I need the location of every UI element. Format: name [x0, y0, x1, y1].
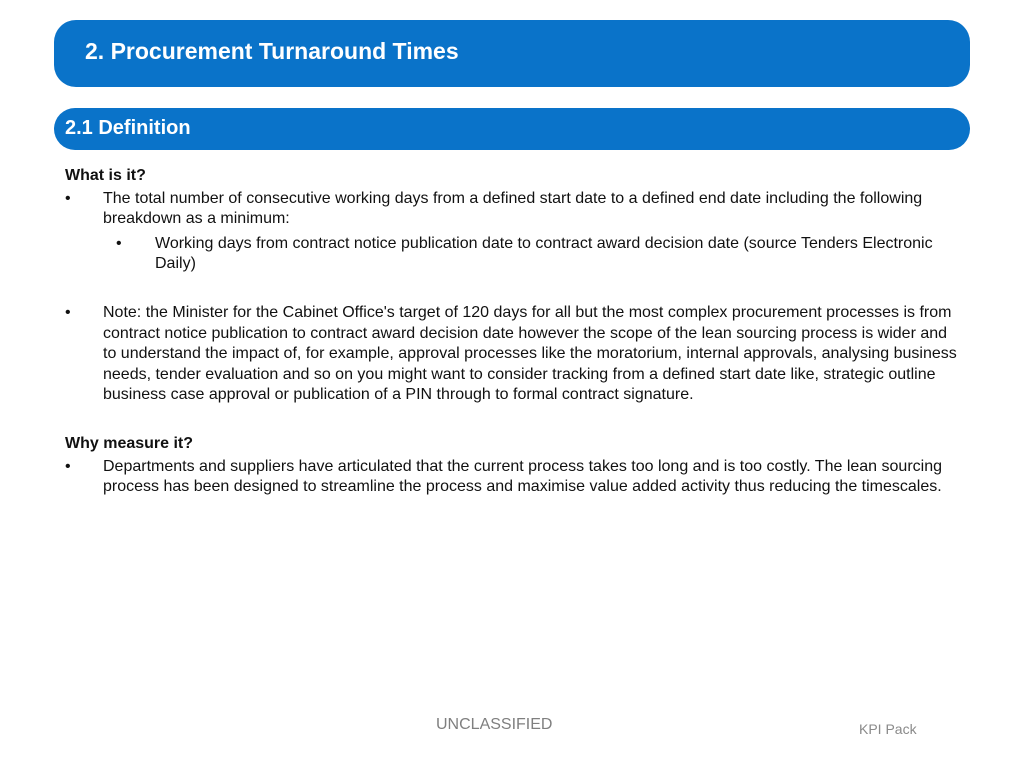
- slide-body: [65, 166, 957, 498]
- what-is-it-sub-bullet-1: • Working days from contract notice publication date to contract award decision date (source Tenders Electronic Daily): [65, 234, 957, 275]
- why-measure-it-bullet-1: • Departments and suppliers have articulated that the current process takes too long and is too costly. The lean sourcing process has been designed to streamline the process and maximise value added activity thus reducing the timescales.: [65, 457, 957, 498]
- slide-title-banner: [54, 20, 970, 87]
- why-measure-it-heading: Why measure it?: [65, 434, 194, 452]
- what-is-it-heading: What is it?: [65, 167, 146, 184]
- footer-label: KPI Pack: [859, 721, 917, 737]
- section-title: 2.1 Definition: [65, 117, 191, 139]
- section-banner: [54, 108, 970, 150]
- classification-footer: UNCLASSIFIED: [436, 716, 553, 733]
- slide-title: 2. Procurement Turnaround Times: [85, 38, 459, 64]
- what-is-it-bullet-1: • The total number of consecutive working days from a defined start date to a defined end date including the following breakdown as a minimum:: [65, 189, 957, 230]
- what-is-it-bullet-2: • Note: the Minister for the Cabinet Office's target of 120 days for all but the most complex procurement processes is from contract notice publication to contract award decision date however the scope of the lean sourcing process is wider and to understand the impact of, for example, approval processes like the moratorium, internal approvals, analysing business needs, tender evaluation and so on you might want to consider tracking from a defined start date like, strategic outline business case approval or publication of a PIN through to formal contract signature.: [65, 303, 957, 406]
